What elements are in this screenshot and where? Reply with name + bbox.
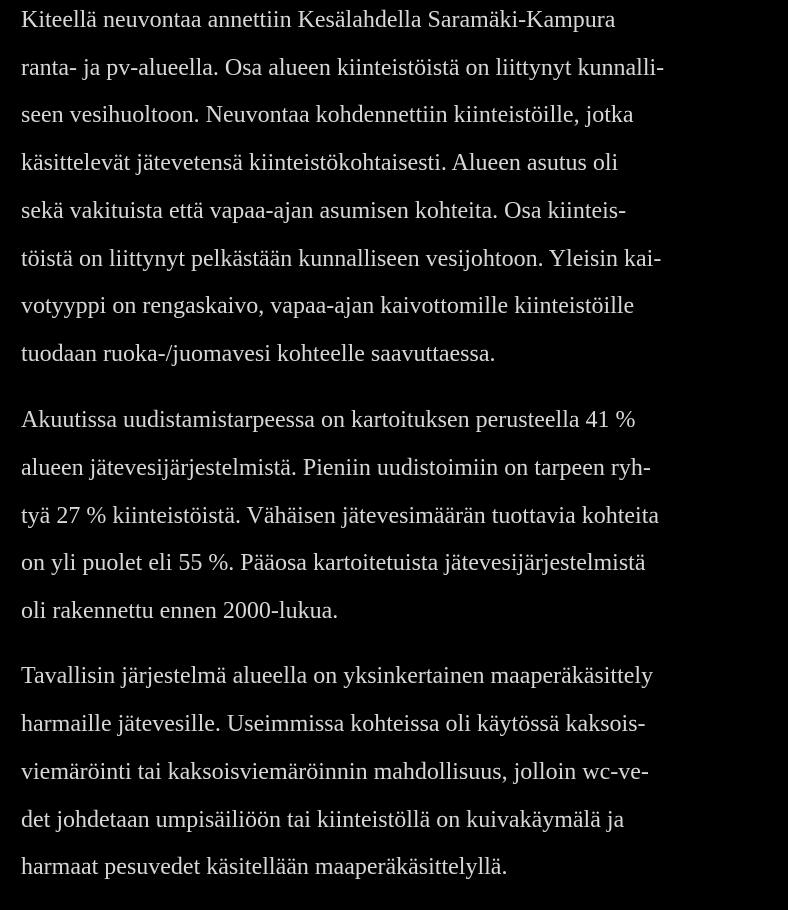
- paragraph-1-line-8: tuodaan ruoka-/juomavesi kohteelle saavuttaessa.: [21, 341, 496, 367]
- paragraph-2-line-3: tyä 27 % kiinteistöistä. Vähäisen jätevesimäärän tuottavia kohteita: [21, 503, 660, 529]
- paragraph-1-line-2: ranta- ja pv-alueella. Osa alueen kiinteistöistä on liittynyt kunnalli-: [21, 55, 665, 81]
- paragraph-3-line-2: harmaille jätevesille. Useimmissa kohteissa oli käytössä kaksois-: [21, 711, 646, 737]
- paragraph-1-line-6: töistä on liittynyt pelkästään kunnalliseen vesijohtoon. Yleisin kai-: [21, 246, 662, 272]
- paragraph-1-line-3: seen vesihuoltoon. Neuvontaa kohdennettiin kiinteistöille, jotka: [21, 102, 634, 128]
- paragraph-1-line-1: Kiteellä neuvontaa annettiin Kesälahdella Saramäki-Kampura: [21, 7, 616, 33]
- paragraph-1-line-5: sekä vakituista että vapaa-ajan asumisen kohteita. Osa kiinteis-: [21, 198, 627, 224]
- paragraph-3-line-3: viemäröinti tai kaksoisviemäröinnin mahdollisuus, jolloin wc-ve-: [21, 759, 649, 785]
- paragraph-2-line-1: Akuutissa uudistamistarpeessa on kartoituksen perusteella 41 %: [21, 407, 636, 433]
- paragraph-3-line-4: det johdetaan umpisäiliöön tai kiinteistöllä on kuivakäymälä ja: [21, 807, 625, 833]
- paragraph-2-line-2: alueen jätevesijärjestelmistä. Pieniin uudistoimiin on tarpeen ryh-: [21, 455, 651, 481]
- paragraph-3-line-5: harmaat pesuvedet käsitellään maaperäkäsittelyllä.: [21, 854, 508, 880]
- paragraph-2-line-4: on yli puolet eli 55 %. Pääosa kartoitetuista jätevesijärjestelmistä: [21, 550, 646, 576]
- paragraph-1-line-7: votyyppi on rengaskaivo, vapaa-ajan kaivottomille kiinteistöille: [21, 293, 635, 319]
- paragraph-2-line-5: oli rakennettu ennen 2000-lukua.: [21, 598, 339, 624]
- paragraph-1-line-4: käsittelevät jätevetensä kiinteistökohtaisesti. Alueen asutus oli: [21, 150, 619, 176]
- paragraph-3-line-1: Tavallisin järjestelmä alueella on yksinkertainen maaperäkäsittely: [21, 663, 654, 689]
